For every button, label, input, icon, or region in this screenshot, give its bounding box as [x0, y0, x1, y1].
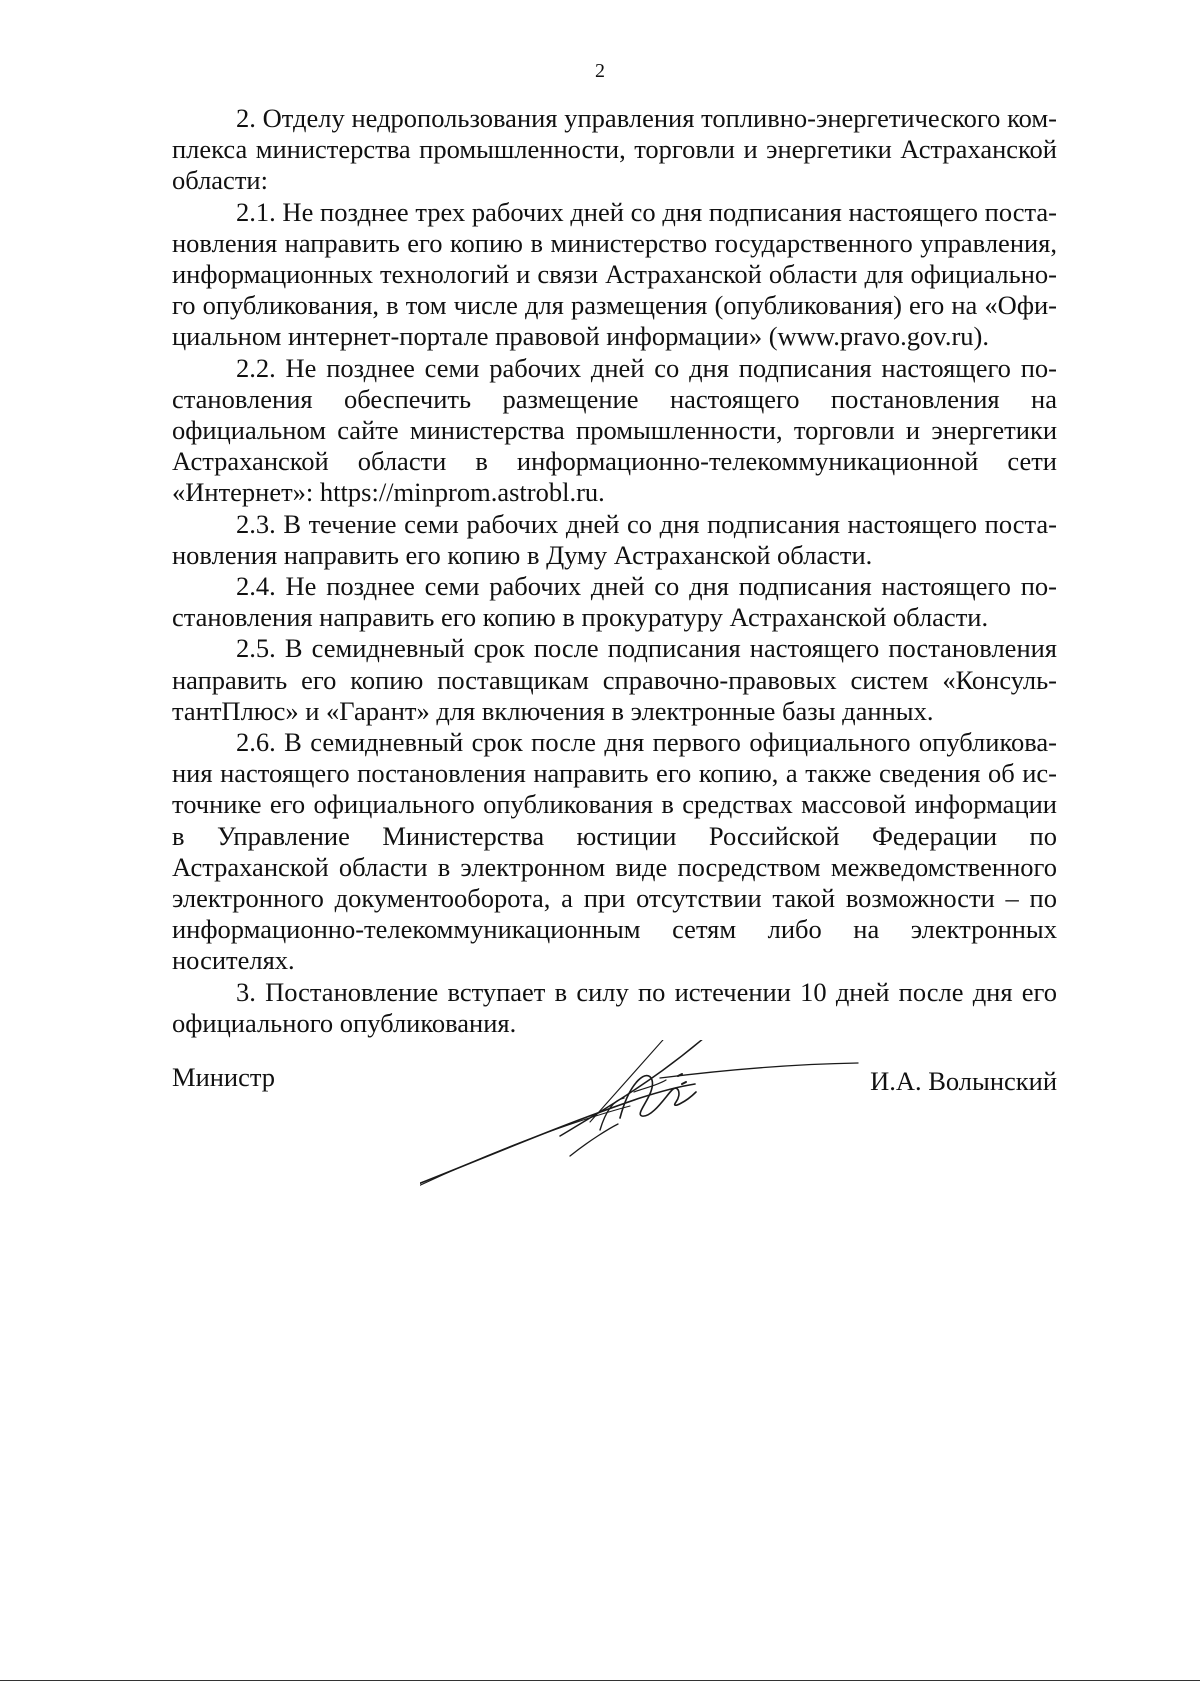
- paragraph-3: 3. Постановление вступает в силу по истечении 10 дней после дня его официального опубликования.: [172, 976, 1057, 1038]
- paragraph-2-3: 2.3. В течение семи рабочих дней со дня подписания настоящего постановления направить его копию в Думу Астраханской области.: [172, 508, 1057, 570]
- paragraph-2-1: 2.1. Не позднее трех рабочих дней со дня подписания настоящего постановления направить его копию в министерство государственного управления, информационных технологий и связи Астраханской области для официального опубликования, в том числе для размещения (опубликования) его на «Официальном интернет-портале правовой информации» (www.pravo.gov.ru).: [172, 196, 1057, 352]
- signatory-name: И.А. Волынский: [870, 1066, 1057, 1096]
- paragraph-2: 2. Отделу недропользования управления топливно-энергетического комплекса министерства промышленности, торговли и энергетики Астраханской области:: [172, 103, 1057, 196]
- signatory-title: Министр: [172, 1062, 276, 1092]
- bottom-rule: [0, 1680, 1200, 1681]
- document-body: [172, 103, 1057, 1039]
- paragraph-2-5: 2.5. В семидневный срок после подписания настоящего постановления направить его копию поставщикам справочно-правовых систем «КонсультантПлюс» и «Гарант» для включения в электронные базы данных.: [172, 633, 1057, 726]
- handwritten-signature: [420, 1040, 880, 1240]
- paragraph-2-6: 2.6. В семидневный срок после дня первого официального опубликования настоящего постановления направить его копию, а также сведения об источнике его официального опубликования в средствах массовой информации в Управление Министерства юстиции Российской Федерации по Астраханской области в электронном виде посредством межведомственного электронного документооборота, а при отсутствии такой возможности – по информационно-телекоммуникационным сетям либо на электронных носителях.: [172, 727, 1057, 976]
- paragraph-2-2: 2.2. Не позднее семи рабочих дней со дня подписания настоящего постановления обеспечить размещение настоящего постановления на официальном сайте министерства промышленности, торговли и энергетики Астраханской области в информационно-телекоммуникационной сети «Интернет»: https://minprom.astrobl.ru.: [172, 352, 1057, 508]
- page-number: 2: [595, 60, 605, 82]
- paragraph-2-4: 2.4. Не позднее семи рабочих дней со дня подписания настоящего постановления направить его копию в прокуратуру Астраханской области.: [172, 571, 1057, 633]
